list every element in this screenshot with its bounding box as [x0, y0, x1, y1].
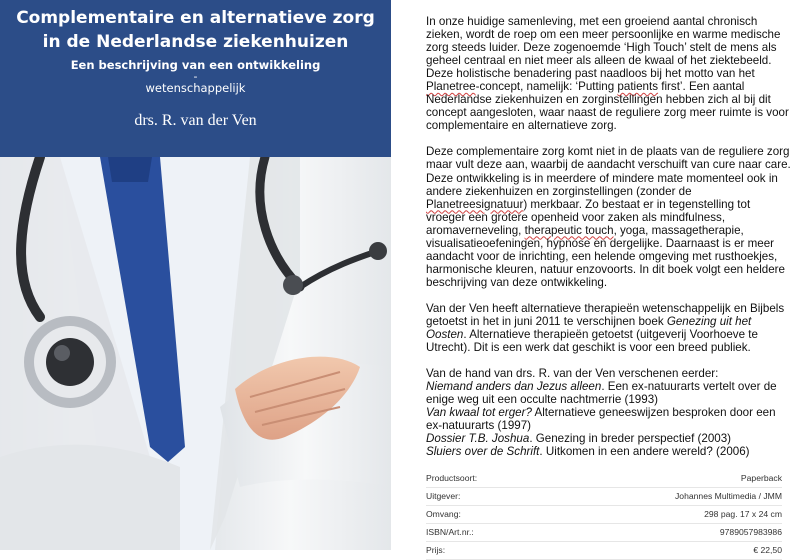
cover-author: drs. R. van der Ven	[134, 112, 257, 129]
detail-row-price	[426, 542, 782, 560]
detail-label: Uitgever:	[426, 491, 461, 501]
work-title: Sluiers over de Schrift	[426, 445, 540, 459]
detail-row-size	[426, 506, 782, 524]
spellcheck-word: therapeutic touch	[524, 223, 614, 237]
spellcheck-word: Planetreesignatuur	[426, 197, 524, 211]
detail-label: Omvang:	[426, 509, 461, 519]
detail-value: 9789057983986	[719, 527, 782, 537]
cover-header	[0, 0, 391, 157]
work-description: . Uitkomen in een andere wereld? (2006)	[539, 445, 750, 459]
text-run: , yoga, massagetherapie, visualisatieoefeningen, hypnose en dergelijke. Daarnaast is er meer aandacht voor de inrichting, een helende omgeving met rusthoekjes, harmonische kleuren, natuur enzovoorts. In dit boek volgt een heldere beschrijving van deze ontwikkeling.	[426, 223, 785, 289]
detail-label: Productsoort:	[426, 473, 478, 483]
cover-title	[0, 6, 391, 54]
work-title: Niemand anders dan Jezus alleen	[426, 380, 602, 394]
text-run: Deze complementaire zorg komt niet in de plaats van de reguliere zorg maar vult deze aan, waarbij de aandacht verschuift van cure naar care. Deze ontwikkeling is in meerdere of mindere mate momenteel ook in andere ziekenhuizen en zorginstellingen (zonder de	[426, 145, 791, 198]
detail-value: € 22,50	[753, 545, 782, 555]
work-title: Dossier T.B. Joshua	[426, 432, 530, 446]
spellcheck-word: patients	[617, 80, 659, 94]
previous-works-intro: Van de hand van drs. R. van der Ven verschenen eerder:	[426, 367, 719, 381]
text-run: In onze huidige samenleving, met een groeiend aantal chronisch zieken, wordt de roep om een meer persoonlijke en warme medische zorg steeds luider. Deze zogenoemde ‘High Touch’ stelt de mens als geheel centraal en niet meer als alleen de kwaal of het ziektebeeld. Deze holistische benadering past naadloos bij het motto van het	[426, 15, 781, 81]
work-description: Alternatieve geneeswijzen besproken door een ex-natuurarts (1997)	[426, 406, 776, 433]
detail-value: Paperback	[740, 473, 782, 483]
previous-works	[426, 367, 792, 458]
detail-label: ISBN/Art.nr.:	[426, 527, 474, 537]
cover-subtitle: Een beschrijving van een ontwikkeling	[70, 58, 321, 72]
work-description: . Genezing in breder perspectief (2003)	[529, 432, 732, 446]
work-title: Van kwaal tot erger?	[426, 406, 532, 420]
cover-title-line1: Complementaire en alternatieve zorg	[16, 8, 375, 28]
doctor-photo	[0, 157, 391, 550]
book-cover	[0, 0, 391, 550]
text-run: Van der Ven heeft alternatieve therapieën wetenschappelijk en Bijbels getoetst in het in juni 2011 te verschijnen boek	[426, 301, 785, 328]
spellcheck-word: Planetree	[426, 80, 476, 94]
text-run: first’. Een aantal Nederlandse ziekenhuizen en zorginstellingen hebben zich al bij dit concept aangesloten, waar naast de reguliere zorg meer ruimte is voor complementaire en alternatieve zorg.	[426, 80, 789, 133]
work-description: . Een ex-natuurarts vertelt over de enige weg uit een occulte nachtmerrie (1993)	[426, 380, 777, 407]
detail-row-publisher	[426, 488, 782, 506]
book-title: Genezing uit het Oosten	[426, 314, 752, 342]
detail-row-isbn	[426, 524, 782, 542]
description-paragraph	[426, 145, 792, 289]
text-run: ) merkbaar. Zo bestaat er in tegenstelling tot vroeger een grotere openheid voor zaken als mindfulness, aromaverneveling,	[426, 197, 751, 237]
product-details-table	[426, 470, 782, 560]
cover-title-line2: in de Nederlandse ziekenhuizen	[42, 32, 349, 52]
detail-label: Prijs:	[426, 545, 446, 555]
text-run: -concept, namelijk: ‘Putting	[475, 80, 618, 94]
text-run: . Alternatieve therapieën getoetst (uitgeverij Voorhoeve te Utrecht). Dit is een werk dat geschikt is voor een breed publiek.	[426, 328, 758, 355]
description-paragraph	[426, 15, 792, 132]
description-paragraph	[426, 302, 792, 354]
cover-dash: -	[193, 70, 198, 83]
detail-value: 298 pag. 17 x 24 cm	[704, 509, 782, 519]
detail-row-product-type	[426, 470, 782, 488]
book-description	[426, 15, 792, 471]
detail-value: Johannes Multimedia / JMM	[675, 491, 782, 501]
cover-genre: wetenschappelijk	[145, 81, 246, 95]
